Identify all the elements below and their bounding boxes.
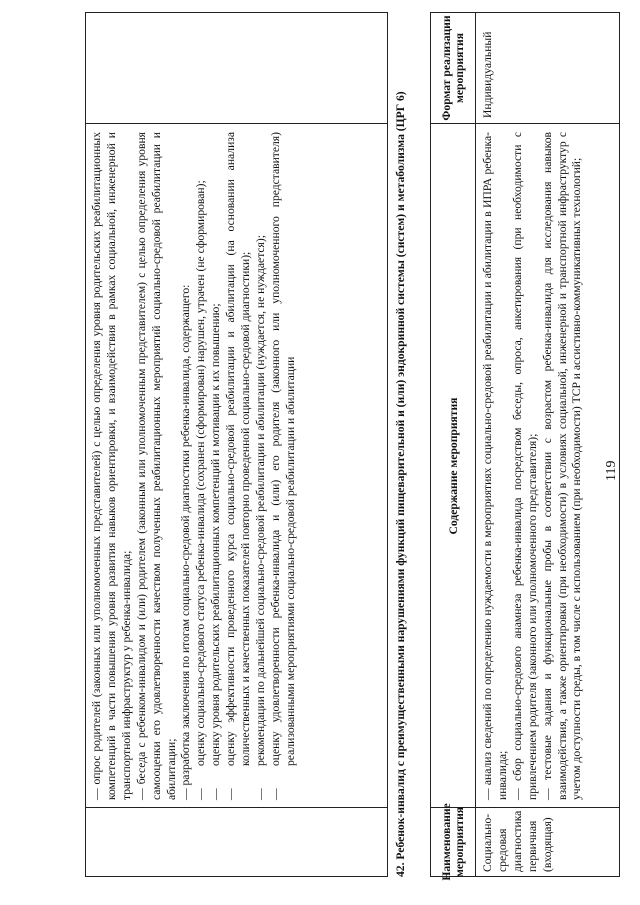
header-activity-content: Содержание мероприятия (446, 397, 460, 535)
list-item: — оценку социально-средового статуса ребенка-инвалида (сохранен (сформирован) нарушен, утрачен (не сформирован); (194, 132, 209, 800)
column-divider (86, 807, 387, 808)
header-divider (475, 13, 476, 876)
activity-content-cell (90, 132, 299, 800)
section-heading: 42. Ребенок-инвалид с преимущественными нарушениями функций пищеварительной и (или) эндокринной системы (систем) и метаболизма (ЦРГ 6) (394, 91, 407, 877)
list-item: — оценку эффективности проведенного курса социально-средовой реабилитации и абилитации (на основании анализа количественных и качественных показателей повторно проведенной социально-средовой диагностики); (224, 132, 253, 800)
list-item-text: рекомендации по дальнейшей социально-средовой реабилитации и абилитации (нуждается, не нуждается); (253, 235, 267, 766)
activities-table (430, 12, 620, 881)
activity-name-cell: Социально-средовая диагностика первичная (входящая) (481, 810, 554, 872)
content-paragraph: — тестовые задания и функциональные пробы в соответствии с возрастом ребенка-инвалида для исследования навыков взаимодействия, а также ориентировки (при необходимости) в условиях социальной, инженерной и транспортной инфраструктур с учетом доступности среды, в том числе с использованием (при необходимости) ТСР и ассистивно-коммуникативных технологий; (540, 132, 584, 800)
list-item-text: оценку социально-средового статуса ребенка-инвалида (сохранен (сформирован) нарушен, утрачен (не сформирован); (194, 180, 208, 766)
content-paragraph: — сбор социально-средового анамнеза ребенка-инвалида посредством беседы, опроса, анкетирования (при необходимости с привлечением родителя (законного или уполномоченного представителя); (510, 132, 539, 800)
page-number: 119 (604, 460, 619, 481)
header-activity-name: Наименование мероприятия (440, 803, 466, 881)
list-item-text: оценку уровня родительских реабилитационных компетенций и мотивации к их повышению; (209, 303, 223, 766)
list-item: — оценку уровня родительских реабилитационных компетенций и мотивации к их повышению; (209, 132, 224, 800)
content-paragraph: — разработка заключения по итогам социально-средовой диагностики ребенка-инвалида, содержащего: (179, 284, 193, 800)
activity-content-cell (481, 132, 585, 800)
content-paragraph: — анализ сведений по определению нуждаемости в мероприятиях социально-средовой реабилитации и абилитации в ИПРА ребенка-инвалида; (481, 132, 509, 800)
content-paragraph: — беседа с ребенком-инвалидом и (или) родителем (законным или уполномоченным представителем) с целью определения уровня самооценки его удовлетворенности качеством полученных реабилитационных мероприятий социально-средовой реабилитации и абилитации; (134, 132, 178, 800)
content-paragraph: — опрос родителей (законных или уполномоченных представителей) с целью определения уровня родительских реабилитационных компетенций в части повышения уровня развития навыков ориентировки, и взаимодействия в рамках социальной, инженерной и транспортной инфраструктур у ребенка-инвалида; (90, 132, 133, 800)
column-divider (86, 123, 387, 124)
continuation-table (85, 12, 388, 877)
list-item: — оценку удовлетворенности ребенка-инвалида и (или) его родителя (законного или уполномоченного представителя) реализованными мероприятиями социально-средовой реабилитации и абилитации (268, 132, 297, 800)
list-item-text: оценку удовлетворенности ребенка-инвалида и (или) его родителя (законного или уполномоченного представителя) реализованными мероприятиями социально-средовой реабилитации и абилитации (268, 132, 297, 766)
list-item: — рекомендации по дальнейшей социально-средовой реабилитации и абилитации (нуждается, не нуждается); (254, 132, 269, 800)
list-item-text: оценку эффективности проведенного курса социально-средовой реабилитации и абилитации (на основании анализа количественных и качественных показателей повторно проведенной социально-средовой диагностики); (224, 132, 253, 766)
activity-format-cell: Индивидуальный (481, 31, 494, 118)
header-activity-format: Формат реализации мероприятия (440, 15, 466, 121)
